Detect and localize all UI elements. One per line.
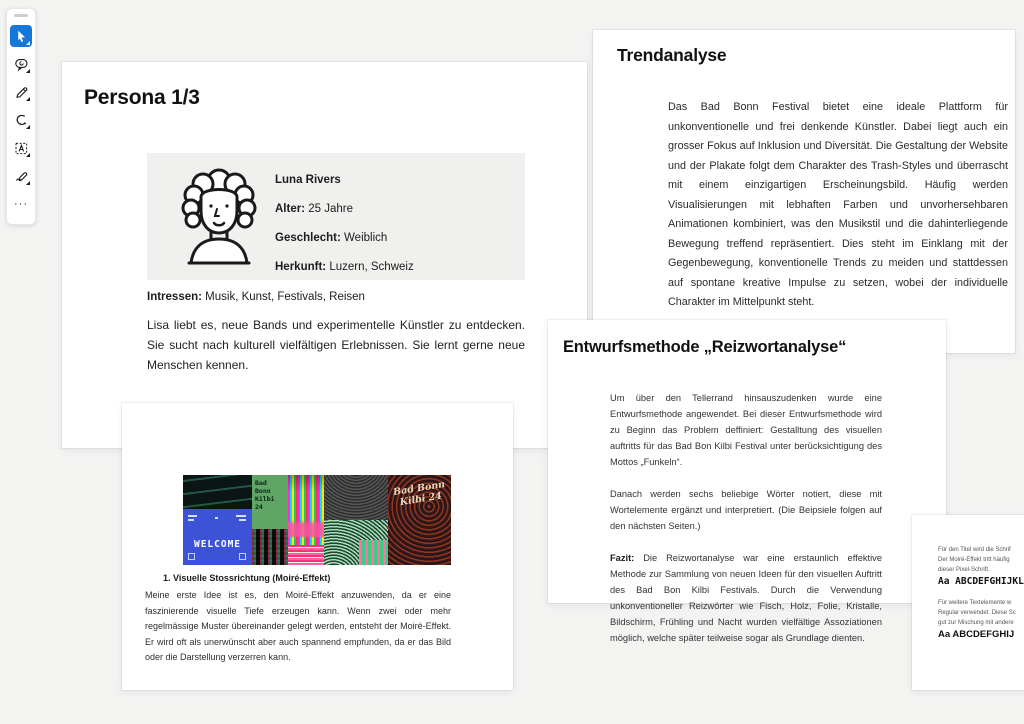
persona-interests: Intressen: Musik, Kunst, Festivals, Reisen — [147, 291, 365, 303]
toolbar-drag-handle[interactable] — [14, 14, 28, 17]
welcome-label: WELCOME — [193, 539, 242, 551]
collage-tile-welcome — [183, 475, 252, 565]
glitch-detail — [236, 515, 246, 517]
method-paragraph-2: Danach werden sechs beliebige Wörter notiert, diese mit Wortelemente ergänzt und interpretiert. (Die Beipsiele folgen auf den nächsten Seiten.) — [610, 489, 882, 531]
glitch-texture — [252, 529, 288, 565]
persona-description: Lisa liebt es, neue Bands und experimentelle Künstler zu entdecken. Sie sucht nach kulturell vielfältigen Erlebnissen. Sie lernt gerne neue Menschen kennen. — [147, 318, 525, 372]
persona-field-gender: Geschlecht: Weiblich — [275, 232, 388, 244]
persona-field-origin: Herkunft: Luzern, Schweiz — [275, 261, 414, 273]
method-paragraph-fazit: Fazit: Die Reizwortanalyse war eine erstaunlich effektive Methode zur Sammlung von neuen Ideen für den visuellen Auftritt des Bad Bon Kilbi Festivals. Durch die Verwendung unkonventioneller Reizwörter wie Fisch, Holz, Folie, Kristalle, Bildschirm, Frühling und Nacht wurden vielfältige Assoziationen möglich, welche später teilweise sogar als Grundlage dienten. — [610, 553, 882, 643]
type-block-body-font — [938, 598, 1024, 640]
moire-heading: 1. Visuelle Stossrichtung (Moiré-Effekt) — [163, 573, 331, 583]
persona-info-box — [147, 153, 525, 280]
toolbar — [6, 8, 36, 225]
type-note-line: Der Moiré-Effekt tritt häufig — [938, 557, 1010, 563]
sans-font-specimen: Aa ABCDEFGHIJ — [938, 629, 1015, 640]
ellipsis-icon: ··· — [14, 198, 28, 210]
glitch-texture — [183, 475, 252, 509]
pixel-font-specimen: Aa ABCDEFGHIJKL — [938, 576, 1024, 587]
collage-tile-maroon — [388, 475, 451, 565]
type-block-title-font — [938, 545, 1024, 587]
select-tool-button[interactable] — [10, 25, 32, 47]
glitch-detail — [188, 519, 194, 521]
lasso-tool-button[interactable] — [10, 109, 32, 131]
collage-tile-rainbow-glitch — [288, 475, 324, 565]
persona-field-age: Alter: 25 Jahre — [275, 203, 353, 215]
trend-card-title: Trendanalyse — [617, 45, 727, 65]
tool-submenu-indicator — [26, 125, 30, 129]
tool-submenu-indicator — [26, 69, 30, 73]
gray-moire-texture — [324, 475, 388, 520]
type-note-line: dieser Pixel-Schrift. — [938, 567, 990, 573]
typography-card[interactable] — [912, 515, 1024, 690]
welcome-panel — [183, 509, 252, 565]
tool-submenu-indicator — [26, 181, 30, 185]
collage-tile-moire — [324, 475, 388, 565]
method-paragraph-1: Um über den Tellerrand hinsauszudenken wurde eine Entwurfsmethode angewendet. Bei dieser Entwurfsmethode wird zu Beginn das Problem deffiniert: Gestalltung des visuellen auftritts für das Bad Bon Kilbi Festival unter berücksichtigung des Mottos „Funkeln“. — [610, 393, 882, 467]
type-note-line: gut zur Mischung mit andere — [938, 620, 1014, 626]
persona-avatar-illustration — [161, 159, 277, 275]
method-card-title: Entwurfsmethode „Reizwortanalyse“ — [563, 338, 847, 356]
glitch-detail — [239, 553, 246, 560]
type-note-line: Für weitere Textelemente w — [938, 600, 1012, 606]
persona-card[interactable] — [62, 62, 587, 448]
pen-tool-button[interactable] — [10, 81, 32, 103]
more-tools-button[interactable] — [10, 193, 32, 215]
persona-card-title: Persona 1/3 — [84, 86, 200, 109]
tool-submenu-indicator — [26, 153, 30, 157]
bad-bonn-label-maroon: Bad Bonn Kilbi 24 — [392, 479, 446, 509]
trend-card-body: Das Bad Bonn Festival bietet eine ideale Plattform für unkonventionelle und frei denkende Künstler. Dabei liegt auch ein grosser Fokus auf Inklusion und Diversität. Die Gestaltung der Website und der Plakate folgt dem Charakter des Trash-Styles und überrascht mit einem einzigartigen Erscheinungsbild. Häufig werden Visualisierungen mit lebhaften Farben und unvorhersehbaren Animationen kombiniert, was den Musikstil und die dahinterliegende Bewegung treffend repräsentiert. Dies steht im Einklang mit der Gegenbewegung, konventionelle Trends zu meiden und stattdessen auf spontane kreative Impulse zu setzen, wobei der individuelle Charakter im Mittelpunkt steht. — [668, 101, 1008, 308]
moire-body: Meine erste Idee ist es, den Moiré-Effekt anzuwenden, da er eine faszinierende visuelle Tiefe erzeugen kann. Wenn zwei oder mehr regelmässige Muster übereinander gelegt werden, entsteht der Moiré-Effekt. Er wird oft als unerwünscht aber auch spannend empfunden, da er das Bild oder die Darstellung verzerren kann. — [145, 590, 451, 662]
collage-tile-green — [252, 475, 288, 565]
comment-tool-button[interactable] — [10, 53, 32, 75]
type-note-line: Für den Titel wird die Schrif — [938, 547, 1011, 553]
glitch-detail — [215, 517, 218, 519]
method-card-body — [610, 390, 882, 662]
green-panel — [252, 475, 288, 529]
moire-direction-card[interactable] — [122, 403, 513, 690]
type-note-line: Regular verwendet. Diese Sc — [938, 610, 1016, 616]
sticker-tool-button[interactable] — [10, 165, 32, 187]
bad-bonn-label-green: Bad Bonn Kilbi 24 — [255, 479, 275, 511]
persona-details — [275, 166, 414, 282]
glitch-detail — [188, 553, 195, 560]
entwurfsmethode-card[interactable] — [548, 320, 946, 643]
text-frame-tool-button[interactable] — [10, 137, 32, 159]
tool-submenu-indicator — [26, 41, 30, 45]
tool-submenu-indicator — [26, 97, 30, 101]
trendanalyse-card[interactable] — [593, 30, 1015, 353]
persona-name: Luna Rivers — [275, 174, 341, 186]
glitch-detail — [188, 515, 197, 517]
poster-collage-image — [183, 475, 451, 565]
glitch-detail — [359, 540, 388, 565]
glitch-detail — [239, 519, 246, 521]
